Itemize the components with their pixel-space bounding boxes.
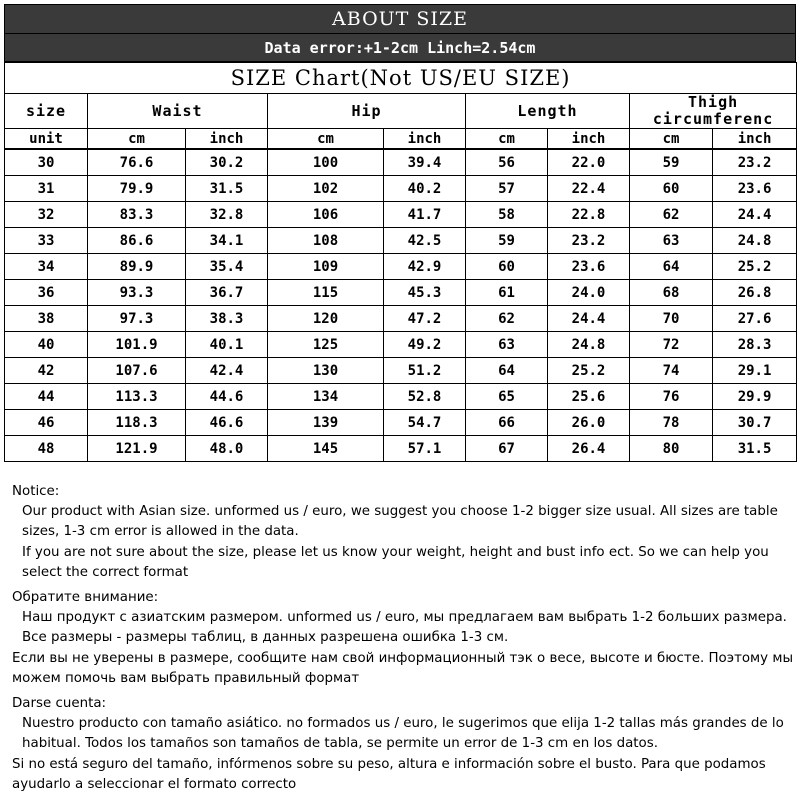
notice-ru-paragraph-2: Если вы не уверены в размере, сообщите нам свой информационный тэк о весе, высоте и бюсте. Поэтому мы можем помочь вам выбрать правильный формат: [12, 650, 794, 686]
value-cell: 100: [268, 149, 384, 176]
data-error-bar: [4, 34, 796, 62]
value-cell: 68: [630, 280, 713, 306]
value-cell: 52.8: [384, 384, 466, 410]
size-cell: 38: [5, 306, 88, 332]
unit-row: [5, 129, 797, 150]
value-cell: 83.3: [88, 202, 186, 228]
value-cell: 106: [268, 202, 384, 228]
value-cell: 25.2: [713, 254, 797, 280]
value-cell: 26.0: [548, 410, 630, 436]
header-length: Length: [466, 94, 630, 129]
header-size: size: [5, 94, 88, 129]
value-cell: 130: [268, 358, 384, 384]
size-cell: 32: [5, 202, 88, 228]
value-cell: 60: [630, 176, 713, 202]
size-cell: 44: [5, 384, 88, 410]
value-cell: 62: [466, 306, 548, 332]
value-cell: 57.1: [384, 436, 466, 462]
banner-title: ABOUT SIZE: [332, 8, 468, 30]
value-cell: 23.6: [548, 254, 630, 280]
value-cell: 59: [466, 228, 548, 254]
value-cell: 42.5: [384, 228, 466, 254]
size-cell: 42: [5, 358, 88, 384]
notice-ru-paragraph-1: Наш продукт с азиатским размером. unformed us / euro, мы предлагаем вам выбрать 1-2 больших размера. Все размеры - размеры таблиц, в данных разрешена ошибка 1-3 см.: [22, 610, 787, 646]
notice-es-paragraph-2: Si no está seguro del tamaño, infórmenos sobre su peso, altura e información sobre el busto. Para que podamos ayudarlo a seleccionar el formato correcto: [12, 756, 766, 792]
value-cell: 42.9: [384, 254, 466, 280]
value-cell: 63: [466, 332, 548, 358]
value-cell: 49.2: [384, 332, 466, 358]
table-row: [5, 436, 797, 462]
value-cell: 115: [268, 280, 384, 306]
value-cell: 79.9: [88, 176, 186, 202]
value-cell: 24.8: [548, 332, 630, 358]
value-cell: 66: [466, 410, 548, 436]
value-cell: 25.6: [548, 384, 630, 410]
unit-cell: cm: [630, 129, 713, 150]
unit-cell: cm: [466, 129, 548, 150]
value-cell: 109: [268, 254, 384, 280]
value-cell: 47.2: [384, 306, 466, 332]
value-cell: 58: [466, 202, 548, 228]
value-cell: 45.3: [384, 280, 466, 306]
value-cell: 35.4: [186, 254, 268, 280]
value-cell: 42.4: [186, 358, 268, 384]
value-cell: 40.1: [186, 332, 268, 358]
size-cell: 30: [5, 149, 88, 176]
notice-en-paragraph-1: Our product with Asian size. unformed us / euro, we suggest you choose 1-2 bigger size usual. All sizes are table sizes, 1-3 cm error is allowed in the data.: [22, 504, 778, 540]
value-cell: 107.6: [88, 358, 186, 384]
value-cell: 24.4: [548, 306, 630, 332]
notice-es-paragraph-1: Nuestro producto con tamaño asiático. no formados us / euro, le sugerimos que elija 1-2 tallas más grandes de lo habitual. Todos los tamaños son tamaños de tabla, se permite un error de 1-3 cm en los datos.: [22, 716, 784, 752]
about-size-banner: [4, 4, 796, 34]
value-cell: 24.4: [713, 202, 797, 228]
unit-cell: inch: [186, 129, 268, 150]
unit-cell: inch: [384, 129, 466, 150]
table-row: [5, 149, 797, 176]
value-cell: 28.3: [713, 332, 797, 358]
value-cell: 93.3: [88, 280, 186, 306]
value-cell: 102: [268, 176, 384, 202]
value-cell: 54.7: [384, 410, 466, 436]
value-cell: 56: [466, 149, 548, 176]
value-cell: 145: [268, 436, 384, 462]
value-cell: 62: [630, 202, 713, 228]
value-cell: 59: [630, 149, 713, 176]
value-cell: 80: [630, 436, 713, 462]
notice-en-paragraph-2: If you are not sure about the size, please let us know your weight, height and bust info ect. So we can help you select the correct format: [22, 544, 769, 580]
size-cell: 48: [5, 436, 88, 462]
value-cell: 76.6: [88, 149, 186, 176]
table-row: [5, 202, 797, 228]
table-row: [5, 306, 797, 332]
value-cell: 72: [630, 332, 713, 358]
value-cell: 65: [466, 384, 548, 410]
value-cell: 31.5: [186, 176, 268, 202]
value-cell: 78: [630, 410, 713, 436]
value-cell: 89.9: [88, 254, 186, 280]
value-cell: 23.2: [713, 149, 797, 176]
value-cell: 39.4: [384, 149, 466, 176]
notice-heading-es: Darse cuenta:: [12, 696, 107, 712]
value-cell: 63: [630, 228, 713, 254]
value-cell: 29.1: [713, 358, 797, 384]
value-cell: 60: [466, 254, 548, 280]
size-cell: 36: [5, 280, 88, 306]
value-cell: 36.7: [186, 280, 268, 306]
value-cell: 74: [630, 358, 713, 384]
table-row: [5, 280, 797, 306]
table-row: [5, 410, 797, 436]
value-cell: 139: [268, 410, 384, 436]
size-cell: 34: [5, 254, 88, 280]
table-row: [5, 254, 797, 280]
value-cell: 32.8: [186, 202, 268, 228]
value-cell: 24.8: [713, 228, 797, 254]
header-hip: Hip: [268, 94, 466, 129]
value-cell: 27.6: [713, 306, 797, 332]
header-waist: Waist: [88, 94, 268, 129]
value-cell: 22.0: [548, 149, 630, 176]
value-cell: 48.0: [186, 436, 268, 462]
value-cell: 125: [268, 332, 384, 358]
header-thigh: Thigh circumferenc: [630, 94, 797, 129]
value-cell: 51.2: [384, 358, 466, 384]
table-row: [5, 228, 797, 254]
value-cell: 64: [630, 254, 713, 280]
value-cell: 57: [466, 176, 548, 202]
value-cell: 113.3: [88, 384, 186, 410]
notice-heading-en: Notice:: [12, 484, 60, 499]
unit-cell: cm: [268, 129, 384, 150]
value-cell: 40.2: [384, 176, 466, 202]
table-row: [5, 176, 797, 202]
table-row: [5, 384, 797, 410]
value-cell: 41.7: [384, 202, 466, 228]
size-cell: 33: [5, 228, 88, 254]
value-cell: 22.4: [548, 176, 630, 202]
value-cell: 64: [466, 358, 548, 384]
chart-title: SIZE Chart(Not US/EU SIZE): [5, 63, 797, 94]
table-row: [5, 358, 797, 384]
value-cell: 67: [466, 436, 548, 462]
value-cell: 26.4: [548, 436, 630, 462]
value-cell: 31.5: [713, 436, 797, 462]
value-cell: 29.9: [713, 384, 797, 410]
value-cell: 38.3: [186, 306, 268, 332]
unit-cell: unit: [5, 129, 88, 150]
value-cell: 118.3: [88, 410, 186, 436]
value-cell: 22.8: [548, 202, 630, 228]
value-cell: 44.6: [186, 384, 268, 410]
value-cell: 61: [466, 280, 548, 306]
unit-cell: inch: [548, 129, 630, 150]
value-cell: 26.8: [713, 280, 797, 306]
value-cell: 34.1: [186, 228, 268, 254]
size-chart-table: [4, 62, 797, 462]
value-cell: 30.2: [186, 149, 268, 176]
value-cell: 70: [630, 306, 713, 332]
value-cell: 76: [630, 384, 713, 410]
value-cell: 46.6: [186, 410, 268, 436]
value-cell: 30.7: [713, 410, 797, 436]
size-cell: 46: [5, 410, 88, 436]
value-cell: 86.6: [88, 228, 186, 254]
notice-heading-ru: Обратите внимание:: [12, 590, 159, 606]
value-cell: 101.9: [88, 332, 186, 358]
value-cell: 23.2: [548, 228, 630, 254]
value-cell: 134: [268, 384, 384, 410]
unit-cell: inch: [713, 129, 797, 150]
table-row: [5, 332, 797, 358]
size-cell: 40: [5, 332, 88, 358]
value-cell: 24.0: [548, 280, 630, 306]
size-cell: 31: [5, 176, 88, 202]
value-cell: 97.3: [88, 306, 186, 332]
value-cell: 120: [268, 306, 384, 332]
value-cell: 25.2: [548, 358, 630, 384]
value-cell: 121.9: [88, 436, 186, 462]
data-error-text: Data error:+1-2cm Linch=2.54cm: [264, 38, 536, 57]
unit-cell: cm: [88, 129, 186, 150]
value-cell: 108: [268, 228, 384, 254]
value-cell: 23.6: [713, 176, 797, 202]
notice-section: [12, 482, 796, 795]
